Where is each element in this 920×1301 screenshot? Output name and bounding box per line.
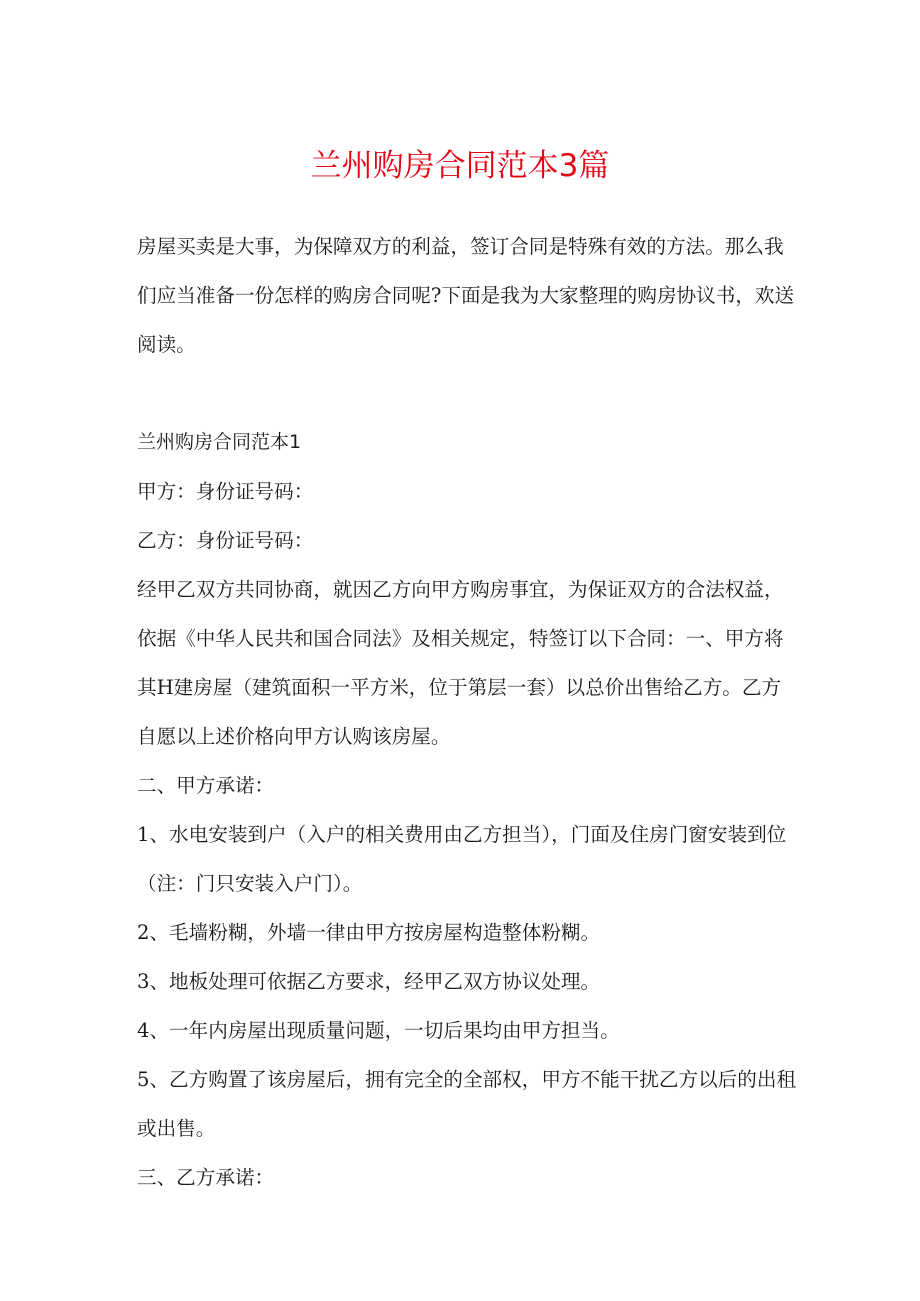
clause-2-heading: 二、甲方承诺： — [137, 774, 275, 797]
preamble-paragraph: 经甲乙双方共同协商，就因乙方向甲方购房事宜，为保证双方的合法权益，依据《中华人民共和国合同法》及相关规定，特签订以下合同：一、甲方将其H建房屋（建筑面积一平方米，位于第层一套）以总价出售给乙方。乙方自愿以上述价格向甲方认购该房屋。 — [137, 578, 784, 748]
clause-3-heading: 三、乙方承诺： — [137, 1166, 275, 1189]
party-a-line: 甲方：身份证号码： — [137, 480, 314, 503]
clause-2-item-1: 1、水电安装到户（入户的相关费用由乙方担当），门面及住房门窗安装到位（注：门只安装入户门）。 — [137, 823, 787, 895]
clause-2-item-4: 4、一年内房屋出现质量问题，一切后果均由甲方担当。 — [137, 1019, 620, 1042]
section-heading: 兰州购房合同范本1 — [137, 431, 302, 453]
document-title: 兰州购房合同范本3篇 — [310, 148, 610, 184]
contract-body — [137, 418, 797, 1202]
intro-paragraph: 房屋买卖是大事，为保障双方的利益，签订合同是特殊有效的方法。那么我们应当准备一份怎样的购房合同呢?下面是我为大家整理的购房协议书，欢送阅读。 — [137, 235, 795, 356]
clause-2-item-5: 5、乙方购置了该房屋后，拥有完全的全部权，甲方不能干扰乙方以后的出租或出售。 — [137, 1068, 797, 1140]
party-b-line: 乙方：身份证号码： — [137, 529, 314, 552]
clause-2-item-2: 2、毛墙粉糊，外墙一律由甲方按房屋构造整体粉糊。 — [137, 921, 601, 944]
clause-2-item-3: 3、地板处理可依据乙方要求，经甲乙双方协议处理。 — [137, 970, 601, 993]
